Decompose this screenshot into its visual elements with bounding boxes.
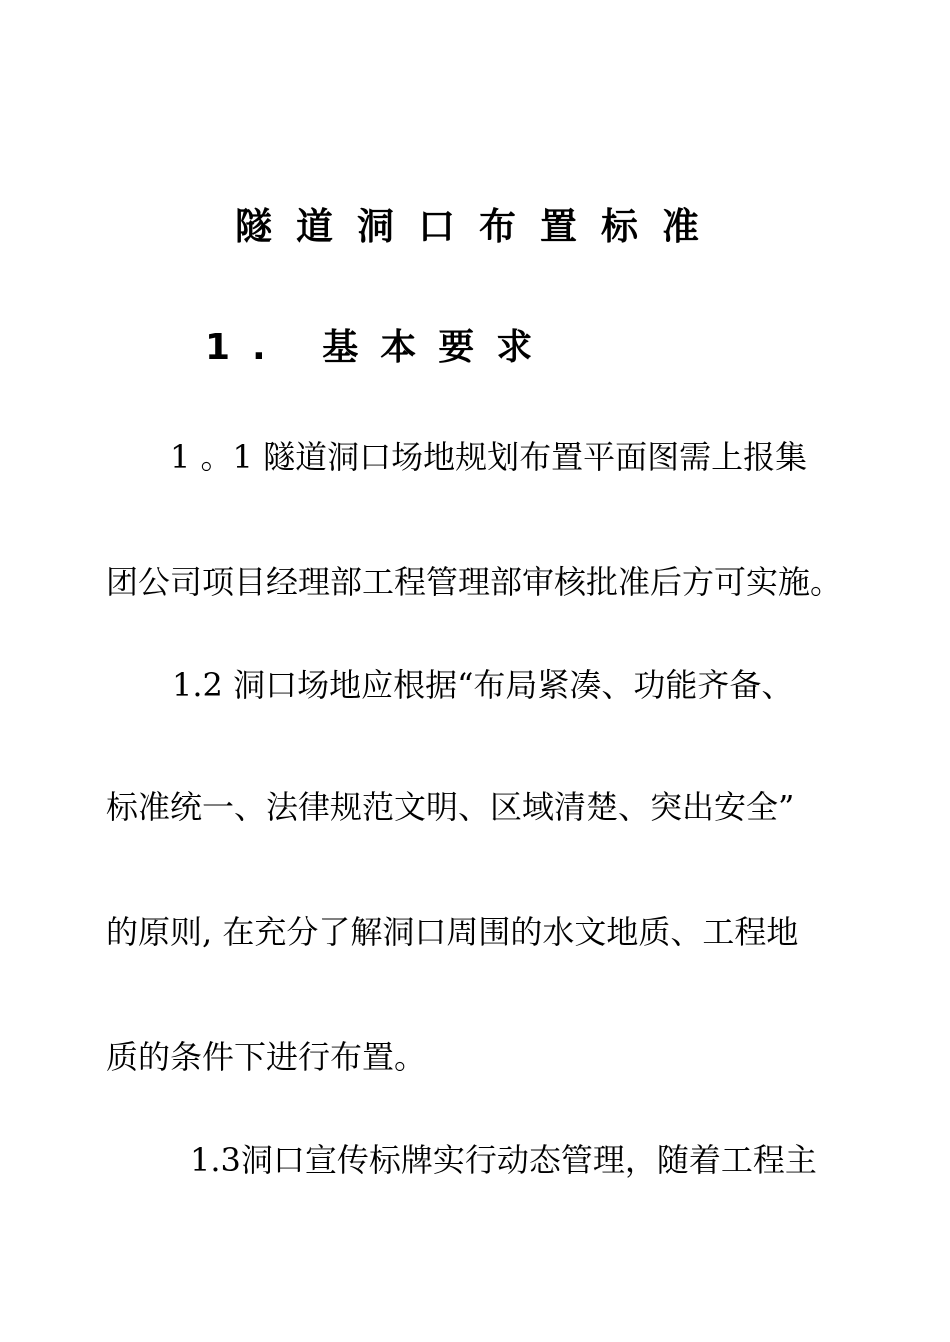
paragraph-2-line-3: 的原则, 在充分了解洞口周围的水文地质、工程地 xyxy=(106,913,799,951)
paragraph-2-line-4: 质的条件下进行布置。 xyxy=(106,1038,427,1076)
paragraph-2-line-2: 标准统一、法律规范文明、区域清楚、突出安全” xyxy=(106,788,795,826)
document-title: 隧道洞口布置标准 xyxy=(235,205,723,248)
paragraph-3-line-1: 1.3洞口宣传标牌实行动态管理，随着工程主 xyxy=(190,1141,817,1179)
paragraph-2-line-1: 1.2 洞口场地应根据“布局紧凑、功能齐备、 xyxy=(172,666,794,704)
section-heading: 1. 基本要求 xyxy=(205,327,555,368)
paragraph-1-line-1: 1 。1 隧道洞口场地规划布置平面图需上报集 xyxy=(170,438,808,476)
paragraph-1-line-2: 团公司项目经理部工程管理部审核批准后方可实施。 xyxy=(106,563,843,601)
